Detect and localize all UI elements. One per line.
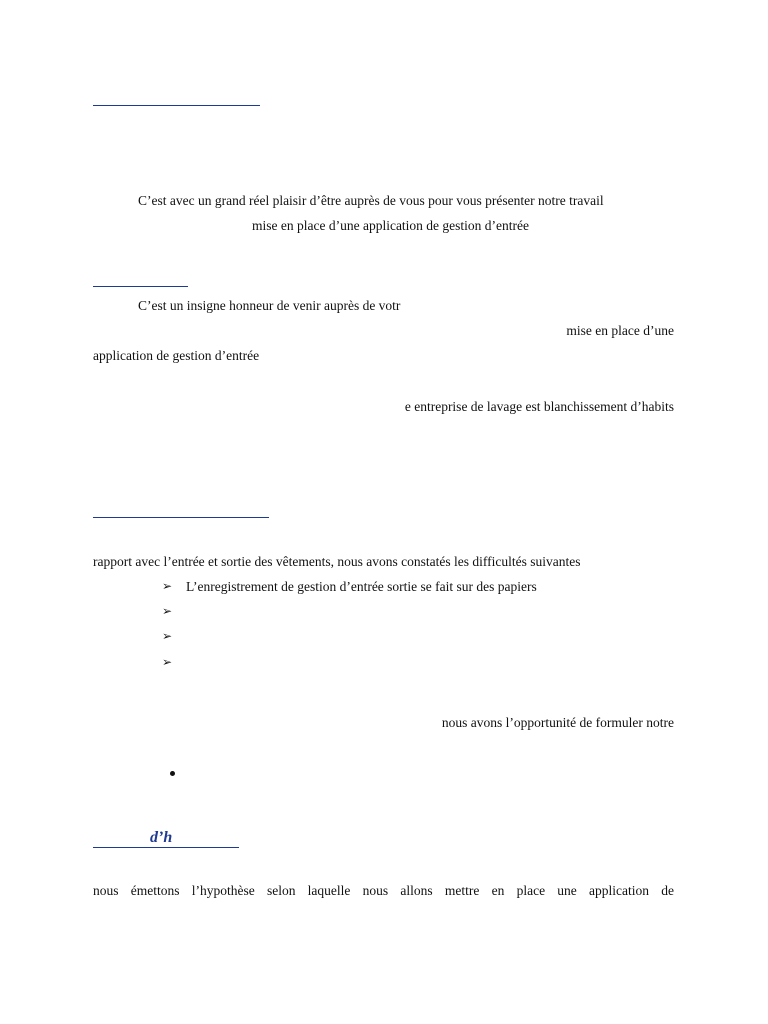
section-underline — [93, 286, 188, 287]
arrow-bullet-icon: ➢ — [162, 655, 173, 669]
list-item: L’enregistrement de gestion d’entrée sortie se fait sur des papiers — [186, 579, 537, 594]
arrow-bullet-icon: ➢ — [162, 604, 173, 618]
section2-line-4: e entreprise de lavage est blanchissement d’habits — [404, 399, 674, 414]
section2-line-1: C’est un insigne honneur de venir auprès de votr — [138, 298, 401, 313]
section-underline — [93, 517, 269, 518]
arrow-bullet-icon: ➢ — [162, 579, 173, 593]
section-underline — [93, 105, 260, 106]
section2-line-3: application de gestion d’entrée — [93, 348, 260, 363]
intro-line-2: mise en place d’une application de gestion d’entrée — [252, 218, 530, 233]
section3-intro: rapport avec l’entrée et sortie des vêtements, nous avons constatés les difficultés suivantes — [93, 554, 581, 569]
section2-line-2: mise en place d’une — [566, 323, 674, 338]
section-underline — [93, 847, 239, 848]
arrow-bullet-icon: ➢ — [162, 629, 173, 643]
bullet-dot-icon — [170, 771, 175, 776]
intro-line-1: C’est avec un grand réel plaisir d’être auprès de vous pour vous présenter notre travail — [138, 193, 604, 208]
section-heading-fragment: d’h — [150, 829, 173, 846]
section4-text: nous émettons l’hypothèse selon laquelle nous allons mettre en place une application de — [93, 883, 674, 898]
section3-closing: nous avons l’opportunité de formuler notre — [441, 715, 674, 730]
